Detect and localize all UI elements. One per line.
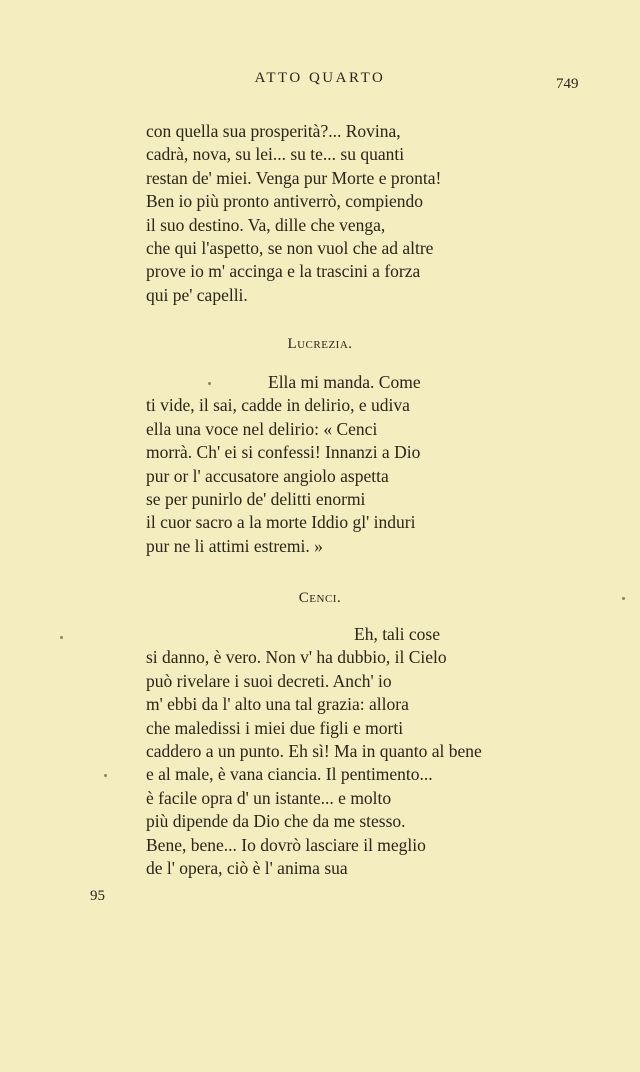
running-title: ATTO QUARTO (254, 70, 386, 86)
verse-line: de l' opera, ciò è l' anima sua (146, 857, 348, 878)
verse-line: che maledissi i miei due figli e morti (146, 717, 404, 738)
verse-line: cadrà, nova, su lei... su te... su quanti (146, 144, 405, 165)
verse-passage-3 (146, 623, 506, 880)
verse-line: pur or l' accusatore angiolo aspetta (146, 465, 389, 486)
verse-line: si danno, è vero. Non v' ha dubbio, il Cielo (146, 647, 447, 668)
verse-line: Bene, bene... Io dovrò lasciare il meglio (146, 834, 426, 855)
paper-speck (104, 774, 107, 777)
verse-line: pur ne li attimi estremi. » (146, 535, 323, 556)
signature-mark: 95 (90, 888, 105, 904)
verse-line: Eh, tali cose (354, 624, 441, 644)
verse-line: Ella mi manda. Come (268, 372, 421, 392)
verse-line: se per punirlo de' delitti enormi (146, 488, 366, 509)
verse-line: il cuor sacro a la morte Iddio gl' induri (146, 512, 416, 533)
verse-line: che qui l'aspetto, se non vuol che ad altre (146, 237, 434, 258)
paper-speck (622, 597, 625, 600)
verse-line: può rivelare i suoi decreti. Anch' io (146, 670, 392, 691)
verse-line: e al male, è vana ciancia. Il pentimento... (146, 764, 433, 785)
verse-line: restan de' miei. Venga pur Morte e pronta! (146, 167, 442, 188)
paper-speck (60, 636, 63, 639)
verse-line: ella una voce nel delirio: « Cenci (146, 418, 378, 439)
verse-line: prove io m' accinga e la trascini a forza (146, 261, 421, 282)
verse-line: m' ebbi da l' alto una tal grazia: allora (146, 694, 409, 715)
verse-passage-2 (146, 371, 506, 558)
verse-passage-1 (146, 120, 506, 307)
verse-line: più dipende da Dio che da me stesso. (146, 811, 406, 832)
page-number: 749 (556, 76, 579, 92)
verse-line: ti vide, il sai, cadde in delirio, e udiva (146, 395, 410, 416)
verse-line: qui pe' capelli. (146, 284, 248, 305)
paper-speck (208, 382, 211, 385)
verse-line: morrà. Ch' ei si confessi! Innanzi a Dio (146, 442, 421, 463)
verse-line: Ben io più pronto antiverrò, compiendo (146, 191, 424, 212)
verse-line: con quella sua prosperità?... Rovina, (146, 121, 401, 141)
speaker-name-cenci: Cenci. (298, 590, 342, 606)
speaker-name-lucrezia: Lucrezia. (287, 336, 353, 352)
verse-line: caddero a un punto. Eh sì! Ma in quanto al bene (146, 740, 482, 761)
verse-line: è facile opra d' un istante... e molto (146, 787, 392, 808)
verse-line: il suo destino. Va, dille che venga, (146, 214, 386, 235)
